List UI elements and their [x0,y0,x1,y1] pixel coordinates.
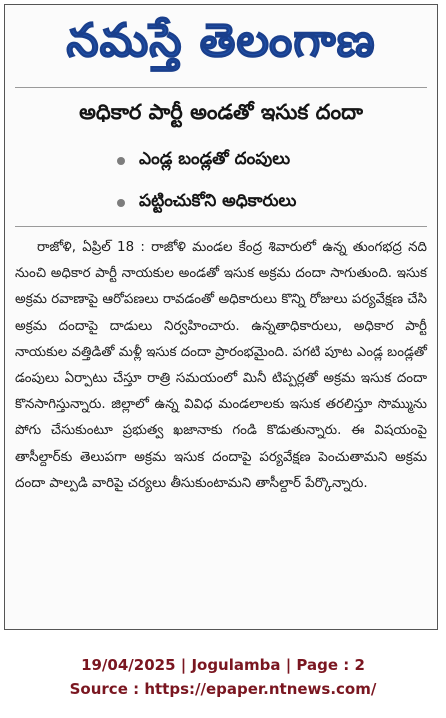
article-headline: అధికార పార్టీ అండతో ఇసుక దందా [79,100,363,124]
divider [15,226,427,227]
newspaper-clipping [4,4,438,630]
subhead-list [117,140,437,224]
article-body: రాజోళి, ఏప్రిల్ 18 : రాజోళి మండల కేంద్ర శివారులో ఉన్న తుంగభద్ర నది నుంచి అధికార పార్టీ నాయకుల అండతో ఇసుక అక్రమ దందా సాగుతుంది. ఇసుక అక్రమ రవాణాపై ఆరోపణలు రావడంతో అధికారులు కొన్ని రోజులు పర్యవేక్షణ చేసి అక్రమ దందాపై దాడులు నిర్వహించారు. ఉన్నతాధికారులు, అధికార పార్టీ నాయకుల వత్తిడితో మళ్లీ ఇసుక దందా ప్రారంభమైంది. పగటి పూట ఎండ్ల బండ్లతో డంపులు ఏర్పాటు చేస్తూ రాత్రి సమయంలో మినీ టిప్పర్లతో అక్రమ ఇసుక దందా కొనసాగిస్తున్నారు. జిల్లాలో ఉన్న వివిధ మండలాలకు ఇసుక తరలిస్తూ సొమ్మును పోగు చేసుకుంటూ ప్రభుత్వ ఖజానాకు గండి కొడుతున్నారు. ఈ విషయంపై తాసీల్దార్‌కు తెలుపగా అక్రమ ఇసుక దందాపై పర్యవేక్షణ పెంచుతామని అక్రమ దందా పాల్పడి వారిపై చర్యలు తీసుకుంటామని తాసీల్దార్ పేర్కొన్నారు. [15,240,427,491]
subhead-item [117,140,437,182]
masthead-logo: నమస్తే తెలంగాణ [66,13,376,67]
bullet-icon [117,157,125,165]
subhead-text: పట్టించుకోని అధికారులు [139,191,297,211]
footer-date-edition-page: 19/04/2025 | Jogulamba | Page : 2 [81,656,365,674]
subhead-text: ఎండ్ల బండ్లతో దంపులు [139,149,291,169]
bullet-icon [117,199,125,207]
subhead-item [117,182,437,224]
footer-source-link[interactable]: Source : https://epaper.ntnews.com/ [69,680,377,698]
